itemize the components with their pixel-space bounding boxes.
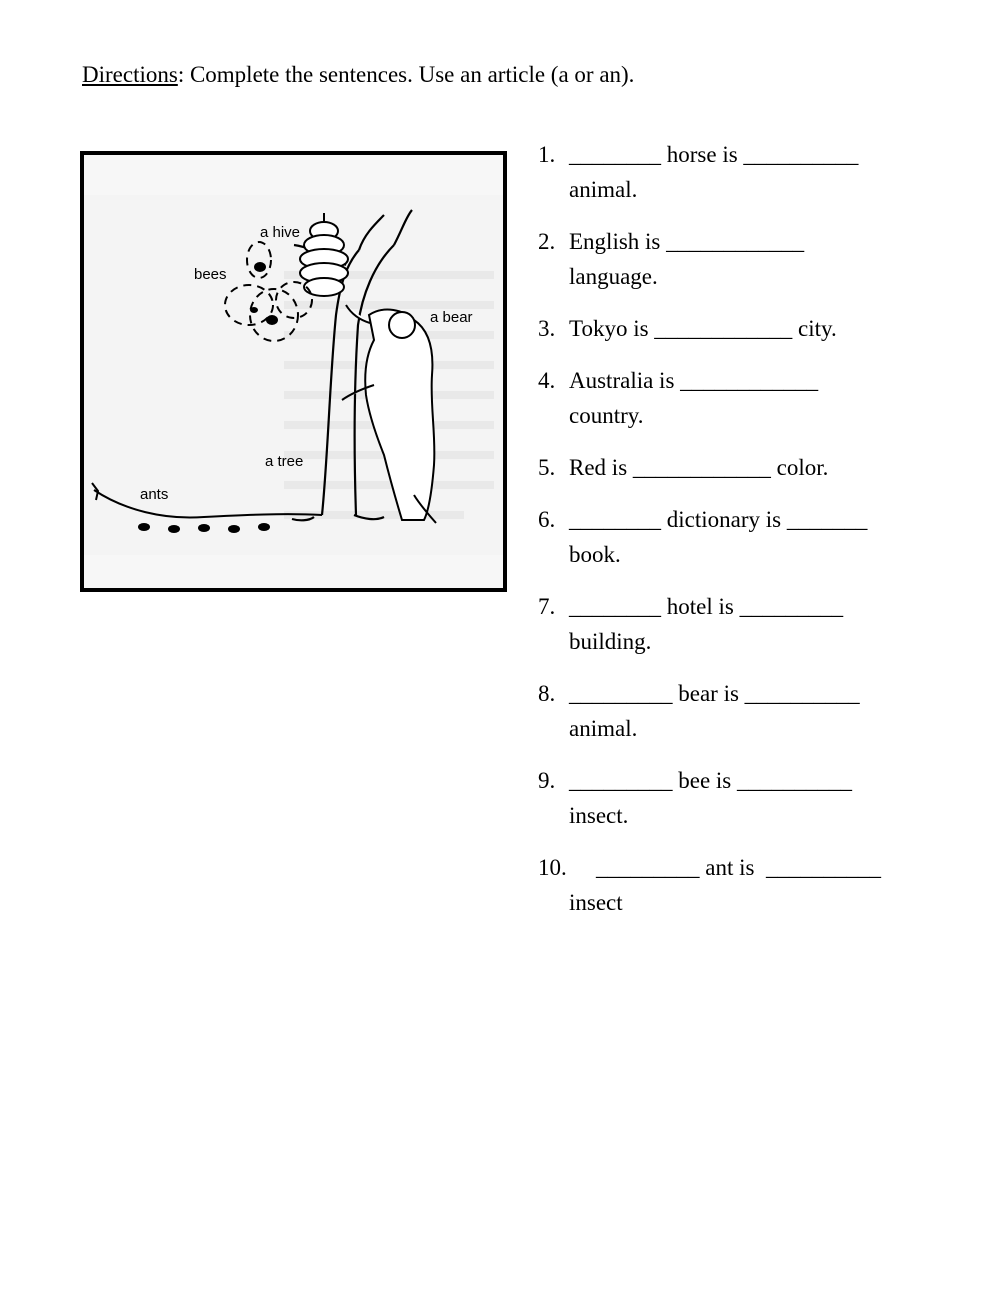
label-bees: bees <box>194 266 227 283</box>
item-line1: ________ hotel is _________ <box>569 594 844 619</box>
illustration-drawing <box>84 155 503 588</box>
item-line1: English is ____________ <box>569 229 805 254</box>
sentence-item <box>538 502 978 572</box>
directions-label: Directions <box>82 62 178 87</box>
sentence-item <box>538 763 978 833</box>
item-line2: insect <box>569 890 623 915</box>
sentence-item <box>538 311 978 346</box>
item-line1: Red is ____________ color. <box>569 455 829 480</box>
item-line2: animal. <box>569 716 638 741</box>
item-line2: country. <box>569 403 644 428</box>
label-tree: a tree <box>265 453 304 470</box>
item-line1: ________ dictionary is _______ <box>569 507 868 532</box>
item-line1: Tokyo is ____________ city. <box>569 316 837 341</box>
sentence-item <box>538 363 978 433</box>
item-line1: _________ bear is __________ <box>569 681 860 706</box>
directions <box>82 60 634 90</box>
item-number: 4. <box>538 368 556 393</box>
sentence-item <box>538 450 978 485</box>
item-number: 2. <box>538 229 556 254</box>
item-number: 10. <box>538 855 567 880</box>
label-bear: a bear <box>430 309 473 326</box>
sentence-item <box>538 850 978 920</box>
item-line1: _________ bee is __________ <box>569 768 853 793</box>
sentence-list <box>538 137 978 937</box>
item-line2: language. <box>569 264 658 289</box>
item-number: 6. <box>538 507 556 532</box>
item-line2: building. <box>569 629 652 654</box>
item-line1: _________ ant is __________ <box>596 855 881 880</box>
item-line1: ________ horse is __________ <box>569 142 859 167</box>
item-number: 9. <box>538 768 556 793</box>
sentence-item <box>538 137 978 207</box>
label-ants: ants <box>140 486 169 503</box>
item-line2: insect. <box>569 803 629 828</box>
item-line1: Australia is ____________ <box>569 368 819 393</box>
sentence-item <box>538 589 978 659</box>
item-line2: animal. <box>569 177 638 202</box>
label-hive: a hive <box>260 224 301 241</box>
item-number: 5. <box>538 455 556 480</box>
item-number: 8. <box>538 681 556 706</box>
illustration <box>80 151 507 592</box>
item-number: 1. <box>538 142 556 167</box>
directions-text: : Complete the sentences. Use an article (a or an). <box>177 62 635 87</box>
sentence-item <box>538 676 978 746</box>
sentence-item <box>538 224 978 294</box>
item-line2: book. <box>569 542 621 567</box>
item-number: 7. <box>538 594 556 619</box>
item-number: 3. <box>538 316 556 341</box>
